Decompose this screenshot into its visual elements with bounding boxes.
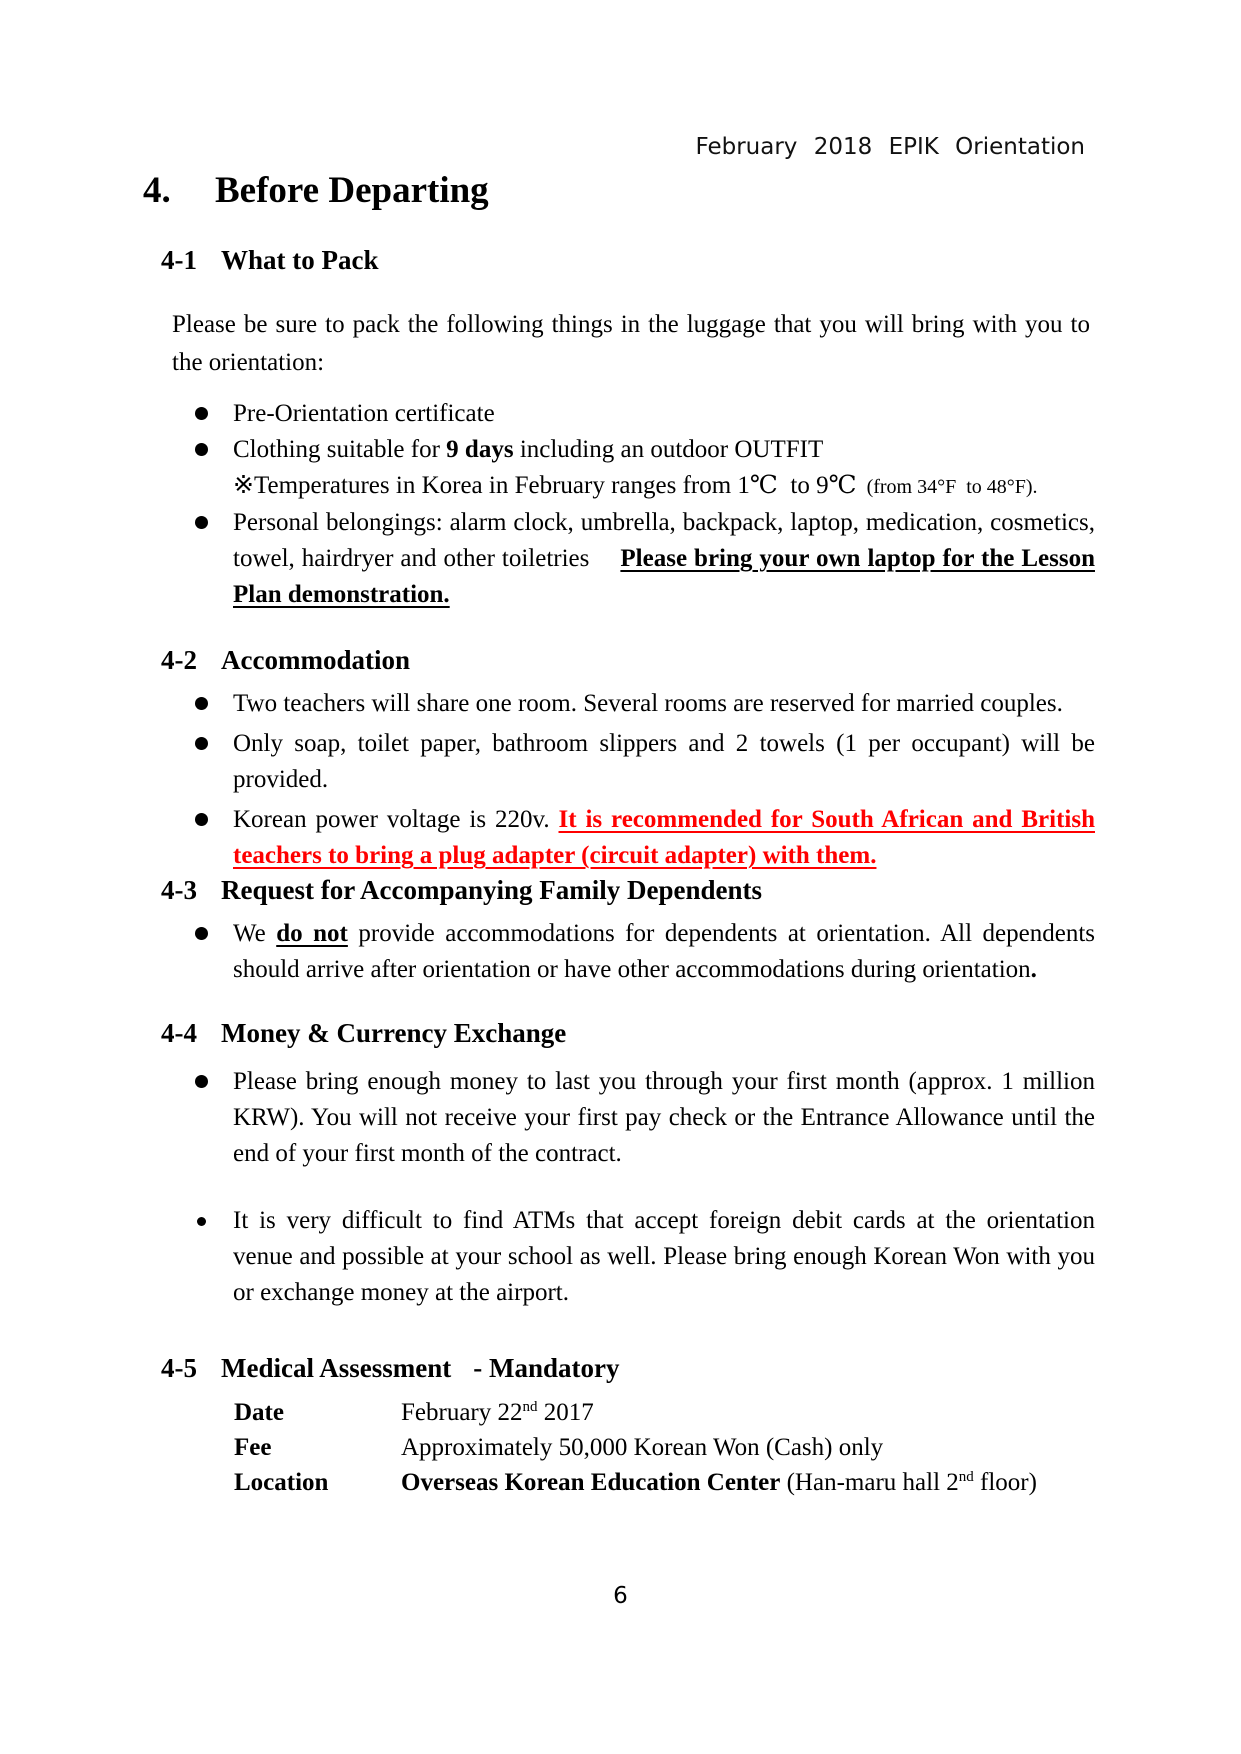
list-item-text: Pre-Orientation certificate — [233, 400, 495, 427]
section-45-number: 4-5 — [161, 1353, 197, 1383]
section-42-list — [195, 686, 1095, 874]
detail-row-fee — [234, 1430, 1095, 1465]
section-44-heading — [161, 1018, 566, 1049]
chapter-title-text: Before Departing — [215, 170, 489, 211]
bullet-icon — [195, 737, 208, 750]
chapter-number: 4. — [143, 170, 171, 211]
list-item — [195, 1203, 1095, 1311]
list-item-note — [195, 468, 1095, 505]
section-44-list-1 — [195, 1064, 1095, 1172]
list-item — [195, 1064, 1095, 1172]
list-item-text: It is very difficult to find ATMs that accept foreign debit cards at the orientation venue and possible at your school as well. Please bring enough Korean Won with you or exchange money at the airport. — [233, 1207, 1095, 1306]
bullet-icon — [195, 1075, 208, 1088]
text-run-bold: Overseas Korean Education Center — [401, 1469, 781, 1496]
text-run-bold-underline: do not — [276, 920, 348, 947]
bullet-cell — [195, 396, 233, 420]
text-run-bold: 9 days — [446, 436, 514, 463]
location-value — [401, 1465, 1095, 1500]
running-header — [143, 134, 1085, 160]
list-item-text — [233, 802, 1095, 874]
section-42-heading-text: Accommodation — [221, 645, 410, 675]
text-run: including an outdoor OUTFIT — [513, 436, 824, 463]
list-item-text: Please bring enough money to last you through your first month (approx. 1 million KRW). You will not receive your first pay check or the Entrance Allowance until the end of your first month of the contract. — [233, 1068, 1095, 1167]
location-label: Location — [234, 1469, 329, 1496]
section-43-number: 4-3 — [161, 875, 197, 905]
list-item-text — [233, 505, 1095, 613]
bullet-icon — [195, 697, 208, 710]
text-run: We — [233, 920, 277, 947]
date-label: Date — [234, 1399, 284, 1426]
list-item — [195, 726, 1095, 798]
note-text: ※Temperatures in Korea in February ranges from 1℃ to 9℃ — [233, 472, 857, 499]
date-value — [401, 1395, 1095, 1430]
bullet-cell — [195, 802, 233, 826]
section-43-heading-text: Request for Accompanying Family Dependents — [221, 875, 763, 905]
list-item-text — [233, 916, 1095, 988]
bullet-icon — [195, 927, 208, 940]
section-41-heading-text: What to Pack — [221, 245, 379, 275]
medical-assessment-details — [234, 1395, 1095, 1500]
text-run-red-warning: It is recommended for South African and British teachers to bring a plug adapter (circuit adapter) with them. — [233, 806, 1095, 869]
section-42-heading — [161, 645, 410, 676]
bullet-icon — [195, 443, 208, 456]
section-44-list-2 — [195, 1203, 1095, 1311]
text-run: February 22 — [401, 1399, 523, 1426]
section-42-number: 4-2 — [161, 645, 197, 675]
list-item — [195, 505, 1095, 613]
list-item — [195, 916, 1095, 988]
detail-row-date — [234, 1395, 1095, 1430]
running-header-text: February 2018 EPIK Orientation — [695, 134, 1085, 160]
text-run: Clothing suitable for — [233, 436, 447, 463]
bullet-icon — [195, 516, 208, 529]
section-41-intro: Please be sure to pack the following things in the luggage that you will bring with you to the orientation: — [172, 311, 1090, 376]
section-41-list — [195, 396, 1095, 613]
section-41-heading — [161, 245, 379, 276]
text-run-bold: . — [1030, 956, 1037, 983]
text-run: 2017 — [537, 1399, 594, 1426]
list-item — [195, 686, 1095, 722]
section-43-list — [195, 916, 1095, 988]
section-41-number: 4-1 — [161, 245, 197, 275]
text-run: provide accommodations for dependents at orientation. All dependents should arrive after orientation or have other accommodations during orientation — [233, 920, 1095, 983]
temperature-note — [233, 468, 1095, 505]
section-43-heading — [161, 875, 762, 906]
chapter-title — [143, 170, 489, 212]
bullet-cell — [195, 505, 233, 529]
section-45-heading-suffix: - Mandatory — [473, 1353, 620, 1383]
bullet-cell — [195, 1203, 233, 1226]
list-item-text: Only soap, toilet paper, bathroom slippers and 2 towels (1 per occupant) will be provided. — [233, 730, 1095, 793]
list-item — [195, 802, 1095, 874]
text-run: Korean power voltage is 220v. — [233, 806, 559, 833]
bullet-cell — [195, 1064, 233, 1088]
bullet-cell — [195, 726, 233, 750]
bullet-icon-small — [197, 1217, 206, 1226]
note-text-small: (from 34°F to 48°F). — [856, 476, 1038, 498]
bullet-cell — [195, 432, 233, 456]
bullet-cell — [195, 916, 233, 940]
ordinal-superscript: nd — [522, 1399, 538, 1415]
bullet-cell — [195, 686, 233, 710]
detail-row-location — [234, 1465, 1095, 1500]
fee-value: Approximately 50,000 Korean Won (Cash) only — [401, 1434, 884, 1461]
section-45-heading-text: Medical Assessment — [221, 1353, 452, 1383]
bullet-icon — [195, 813, 208, 826]
text-run: Personal belongings: alarm clock, umbrella, backpack, laptop, medication, cosmetics, towel, hairdryer and other toiletries — [233, 509, 1095, 572]
section-45-heading — [161, 1353, 619, 1384]
page-number: 6 — [613, 1583, 628, 1609]
list-item — [195, 432, 1095, 468]
fee-label: Fee — [234, 1434, 272, 1461]
section-44-number: 4-4 — [161, 1018, 197, 1048]
text-run: (Han-maru hall 2 — [780, 1469, 959, 1496]
list-item-text — [233, 432, 1095, 468]
ordinal-superscript: nd — [958, 1469, 974, 1485]
section-44-heading-text: Money & Currency Exchange — [221, 1018, 567, 1048]
bullet-icon — [195, 407, 208, 420]
list-item — [195, 396, 1095, 432]
text-run-bold-underline: Please bring your own laptop for the Lesson Plan demonstration. — [233, 545, 1095, 608]
list-item-text: Two teachers will share one room. Several rooms are reserved for married couples. — [233, 690, 1063, 717]
text-run: floor) — [973, 1469, 1037, 1496]
